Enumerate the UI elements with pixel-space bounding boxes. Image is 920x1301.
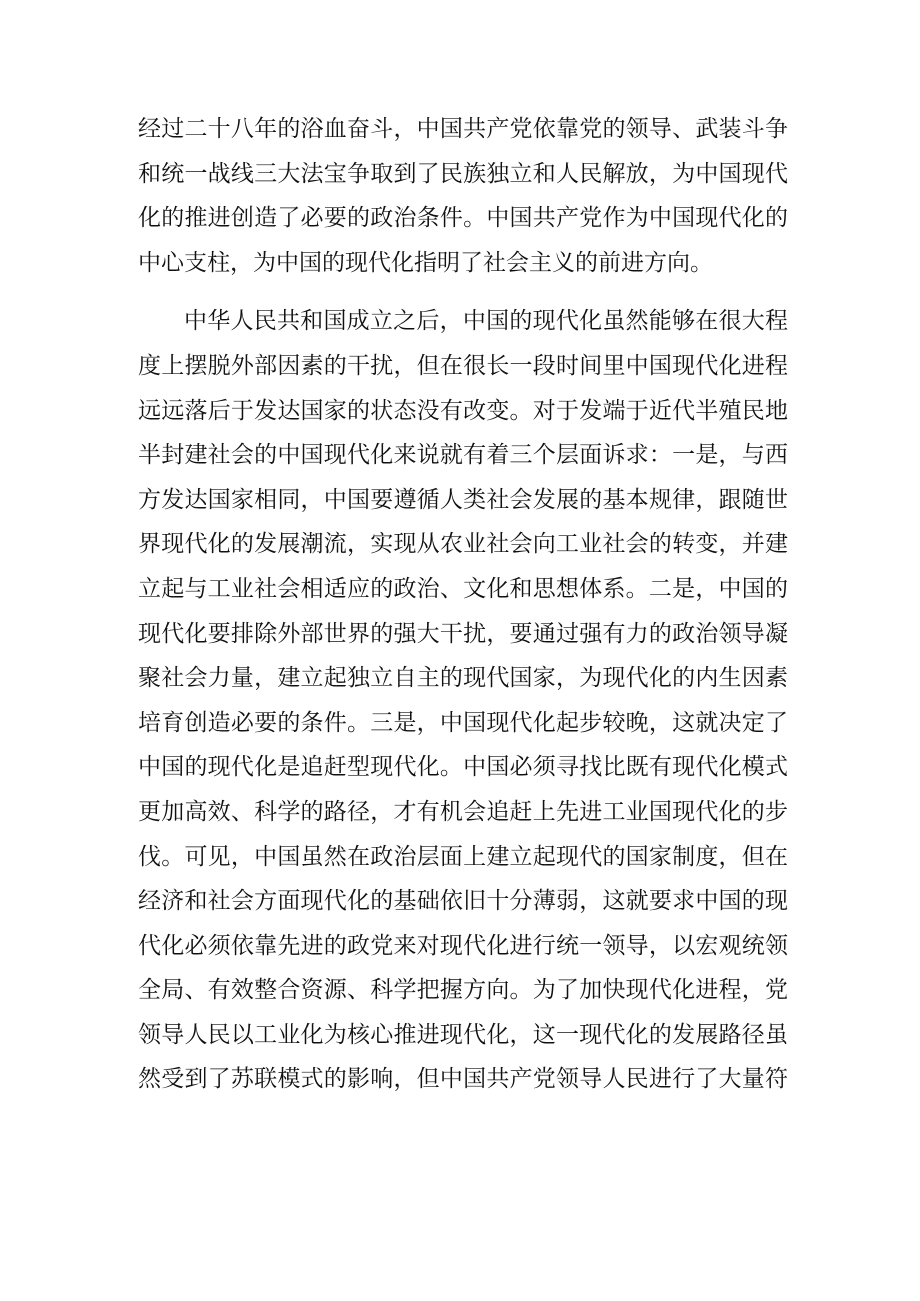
text-line: 度上摆脱外部因素的干扰，但在很长一段时间里中国现代化进程: [138, 352, 788, 379]
text-line: 全局、有效整合资源、科学把握方向。为了加快现代化进程，党: [138, 977, 788, 1004]
text-line: 然受到了苏联模式的影响，但中国共产党领导人民进行了大量符: [138, 1066, 788, 1093]
text-line: 现代化要排除外部世界的强大干扰，要通过强有力的政治领导凝: [138, 620, 788, 647]
text-line: 中华人民共和国成立之后，中国的现代化虽然能够在很大程: [184, 308, 788, 335]
body-text: [138, 107, 788, 1102]
text-line: 方发达国家相同，中国要遵循人类社会发展的基本规律，跟随世: [138, 486, 788, 513]
text-line: 中心支柱，为中国的现代化指明了社会主义的前进方向。: [138, 249, 713, 276]
text-line: 培育创造必要的条件。三是，中国现代化起步较晚，这就决定了: [138, 709, 788, 736]
text-line: 更加高效、科学的路径，才有机会追赶上先进工业国现代化的步: [138, 798, 788, 825]
text-line: 代化必须依靠先进的政党来对现代化进行统一领导，以宏观统领: [138, 932, 788, 959]
text-line: 界现代化的发展潮流，实现从农业社会向工业社会的转变，并建: [138, 531, 788, 558]
text-line: 聚社会力量，建立起独立自主的现代国家，为现代化的内生因素: [138, 665, 788, 692]
paragraph-gap: [138, 285, 788, 299]
text-line: 中国的现代化是追赶型现代化。中国必须寻找比既有现代化模式: [138, 754, 788, 781]
paragraph-2: [138, 299, 788, 1102]
text-line: 伐。可见，中国虽然在政治层面上建立起现代的国家制度，但在: [138, 843, 788, 870]
paragraph-1: [138, 107, 788, 285]
text-line: 远远落后于发达国家的状态没有改变。对于发端于近代半殖民地: [138, 397, 788, 424]
text-line: 化的推进创造了必要的政治条件。中国共产党作为中国现代化的: [138, 205, 788, 232]
text-line: 经济和社会方面现代化的基础依旧十分薄弱，这就要求中国的现: [138, 888, 788, 915]
text-line: 和统一战线三大法宝争取到了民族独立和人民解放，为中国现代: [138, 160, 788, 187]
text-line: 经过二十八年的浴血奋斗，中国共产党依靠党的领导、武装斗争: [138, 116, 788, 142]
text-line: 领导人民以工业化为核心推进现代化，这一现代化的发展路径虽: [138, 1021, 788, 1048]
text-line: 立起与工业社会相适应的政治、文化和思想体系。二是，中国的: [138, 575, 788, 602]
text-line: 半封建社会的中国现代化来说就有着三个层面诉求：一是，与西: [138, 442, 788, 469]
